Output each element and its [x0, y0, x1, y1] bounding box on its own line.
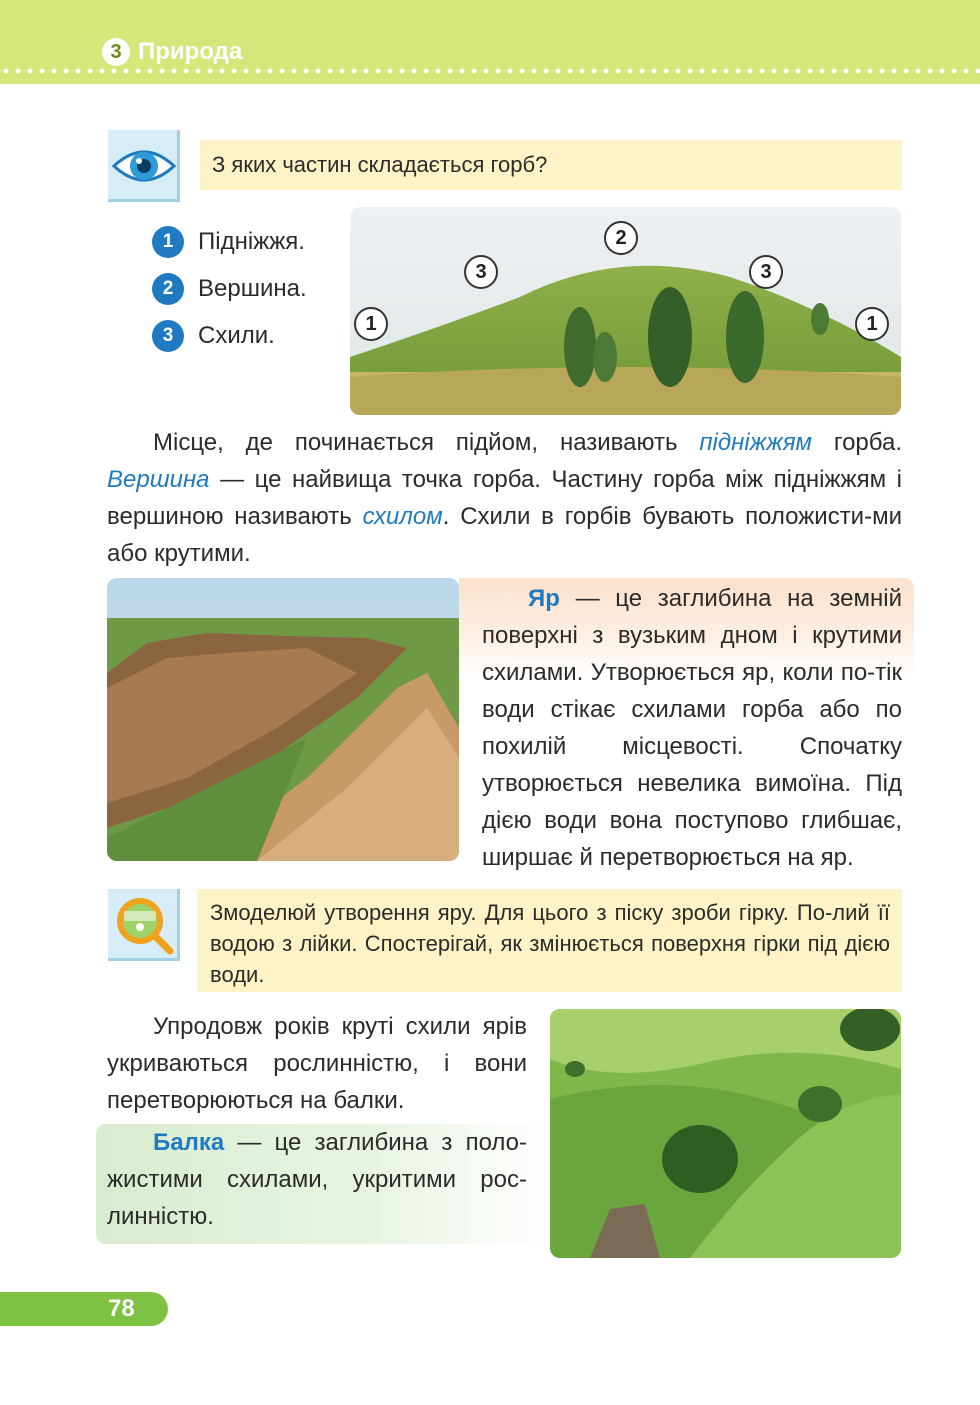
top-marker: 2	[604, 221, 638, 255]
list-item	[152, 312, 307, 359]
magnifier-icon	[108, 889, 180, 961]
foot-marker-right: 1	[855, 307, 889, 341]
foot-marker-left: 1	[354, 307, 388, 341]
page-number: 78	[108, 1295, 135, 1322]
term-top: Вершина	[107, 466, 210, 493]
yar-definition: Яр — це заглибина на земній поверхні з вузьким дном і крутими схилами. Утворюється яр, коли по-тік води стікає схилами горба або по похилій місцевості. Спочатку утворюється невелика вимоїна. Під дією води вона поступово глибшає, ширшає й перетворюється на яр.	[482, 585, 902, 871]
part-label: Схили.	[198, 321, 275, 349]
list-item	[152, 218, 307, 265]
term-slope: схилом	[362, 503, 443, 530]
question-text: З яких частин складається горб?	[212, 152, 548, 177]
hill-parts-list	[152, 218, 307, 359]
part-number-badge: 1	[152, 226, 184, 258]
list-item	[152, 265, 307, 312]
chapter-header	[0, 0, 980, 84]
balka-photo	[550, 1009, 901, 1258]
part-label: Вершина.	[198, 274, 307, 302]
balka-definition: Балка — це заглибина з поло-жистими схилами, укритими рос-линністю.	[107, 1129, 527, 1230]
term-balka: Балка	[153, 1129, 225, 1156]
hill-definition-paragraph: Місце, де починається підйом, називають підніжжям горба. Вершина — це найвища точка горба. Частину горба між підніжжям і вершиною називають схилом. Схили в горбів бувають положисти-ми або крутими.	[107, 429, 902, 567]
header-dotted-line	[0, 68, 980, 74]
chapter-heading	[102, 38, 242, 66]
part-number-badge: 3	[152, 320, 184, 352]
experiment-task	[197, 889, 902, 992]
term-yar: Яр	[528, 585, 560, 612]
slope-marker-right: 3	[749, 255, 783, 289]
part-number-badge: 2	[152, 273, 184, 305]
term-foot: підніжжям	[699, 429, 812, 456]
question-bar	[200, 140, 902, 190]
slope-marker-left: 3	[464, 255, 498, 289]
eye-icon	[108, 130, 180, 202]
gully-transition-paragraph: Упродовж років круті схили ярів укриваються рослинністю, і вони перетворюються на балки.	[107, 1013, 527, 1114]
part-label: Підніжжя.	[198, 227, 305, 255]
chapter-number: 3	[102, 38, 130, 66]
experiment-text: Змоделюй утворення яру. Для цього з піску зроби гірку. По-лий її водою з лійки. Спостерігай, як змінюється поверхня гірки під дією води.	[210, 900, 890, 987]
chapter-title: Природа	[138, 38, 243, 65]
ravine-photo	[107, 578, 459, 861]
page-number-tab	[0, 1292, 168, 1326]
